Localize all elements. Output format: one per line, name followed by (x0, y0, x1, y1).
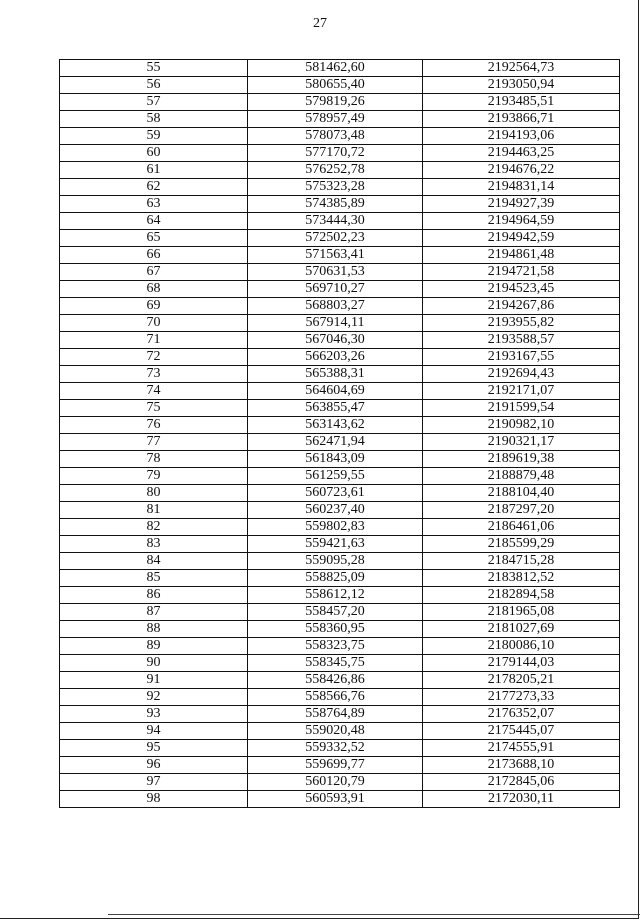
y-coordinate-cell: 2184715,28 (423, 553, 620, 570)
bottom-rule (108, 914, 640, 915)
table-row (60, 604, 620, 621)
x-coordinate-cell: 559095,28 (248, 553, 423, 570)
x-coordinate-cell: 559699,77 (248, 757, 423, 774)
table-row (60, 298, 620, 315)
y-coordinate-cell: 2182894,58 (423, 587, 620, 604)
table-row (60, 791, 620, 808)
point-number-cell: 81 (60, 502, 248, 519)
point-number-cell: 61 (60, 162, 248, 179)
y-coordinate-cell: 2194676,22 (423, 162, 620, 179)
point-number-cell: 82 (60, 519, 248, 536)
y-coordinate-cell: 2188104,40 (423, 485, 620, 502)
table-row (60, 94, 620, 111)
y-coordinate-cell: 2192694,43 (423, 366, 620, 383)
y-coordinate-cell: 2174555,91 (423, 740, 620, 757)
y-coordinate-cell: 2181027,69 (423, 621, 620, 638)
point-number-cell: 59 (60, 128, 248, 145)
point-number-cell: 90 (60, 655, 248, 672)
x-coordinate-cell: 560237,40 (248, 502, 423, 519)
x-coordinate-cell: 575323,28 (248, 179, 423, 196)
point-number-cell: 95 (60, 740, 248, 757)
x-coordinate-cell: 577170,72 (248, 145, 423, 162)
x-coordinate-cell: 559332,52 (248, 740, 423, 757)
x-coordinate-cell: 581462,60 (248, 60, 423, 77)
x-coordinate-cell: 578073,48 (248, 128, 423, 145)
y-coordinate-cell: 2185599,29 (423, 536, 620, 553)
table-row (60, 77, 620, 94)
y-coordinate-cell: 2187297,20 (423, 502, 620, 519)
point-number-cell: 85 (60, 570, 248, 587)
y-coordinate-cell: 2194831,14 (423, 179, 620, 196)
x-coordinate-cell: 570631,53 (248, 264, 423, 281)
y-coordinate-cell: 2194927,39 (423, 196, 620, 213)
point-number-cell: 60 (60, 145, 248, 162)
y-coordinate-cell: 2193485,51 (423, 94, 620, 111)
y-coordinate-cell: 2193955,82 (423, 315, 620, 332)
point-number-cell: 78 (60, 451, 248, 468)
y-coordinate-cell: 2193167,55 (423, 349, 620, 366)
table-row (60, 128, 620, 145)
point-number-cell: 62 (60, 179, 248, 196)
x-coordinate-cell: 563143,62 (248, 417, 423, 434)
x-coordinate-cell: 558764,89 (248, 706, 423, 723)
x-coordinate-cell: 564604,69 (248, 383, 423, 400)
point-number-cell: 94 (60, 723, 248, 740)
y-coordinate-cell: 2178205,21 (423, 672, 620, 689)
y-coordinate-cell: 2176352,07 (423, 706, 620, 723)
y-coordinate-cell: 2194523,45 (423, 281, 620, 298)
table-row (60, 485, 620, 502)
x-coordinate-cell: 558457,20 (248, 604, 423, 621)
table-row (60, 451, 620, 468)
x-coordinate-cell: 558360,95 (248, 621, 423, 638)
x-coordinate-cell: 560593,91 (248, 791, 423, 808)
point-number-cell: 93 (60, 706, 248, 723)
y-coordinate-cell: 2177273,33 (423, 689, 620, 706)
point-number-cell: 89 (60, 638, 248, 655)
y-coordinate-cell: 2188879,48 (423, 468, 620, 485)
x-coordinate-cell: 558825,09 (248, 570, 423, 587)
y-coordinate-cell: 2194861,48 (423, 247, 620, 264)
x-coordinate-cell: 579819,26 (248, 94, 423, 111)
x-coordinate-cell: 561259,55 (248, 468, 423, 485)
table-row (60, 162, 620, 179)
point-number-cell: 84 (60, 553, 248, 570)
point-number-cell: 68 (60, 281, 248, 298)
table-row (60, 111, 620, 128)
point-number-cell: 76 (60, 417, 248, 434)
table-row (60, 434, 620, 451)
point-number-cell: 66 (60, 247, 248, 264)
x-coordinate-cell: 563855,47 (248, 400, 423, 417)
table-row (60, 145, 620, 162)
point-number-cell: 55 (60, 60, 248, 77)
x-coordinate-cell: 558566,76 (248, 689, 423, 706)
y-coordinate-cell: 2175445,07 (423, 723, 620, 740)
coordinates-table-body (60, 60, 620, 808)
table-row (60, 740, 620, 757)
table-row (60, 383, 620, 400)
y-coordinate-cell: 2194721,58 (423, 264, 620, 281)
y-coordinate-cell: 2173688,10 (423, 757, 620, 774)
point-number-cell: 92 (60, 689, 248, 706)
y-coordinate-cell: 2186461,06 (423, 519, 620, 536)
x-coordinate-cell: 567046,30 (248, 332, 423, 349)
x-coordinate-cell: 559802,83 (248, 519, 423, 536)
point-number-cell: 75 (60, 400, 248, 417)
point-number-cell: 87 (60, 604, 248, 621)
point-number-cell: 79 (60, 468, 248, 485)
point-number-cell: 80 (60, 485, 248, 502)
point-number-cell: 70 (60, 315, 248, 332)
point-number-cell: 57 (60, 94, 248, 111)
table-row (60, 179, 620, 196)
table-row (60, 689, 620, 706)
y-coordinate-cell: 2193588,57 (423, 332, 620, 349)
table-row (60, 315, 620, 332)
table-row (60, 706, 620, 723)
point-number-cell: 96 (60, 757, 248, 774)
table-row (60, 570, 620, 587)
table-row (60, 264, 620, 281)
y-coordinate-cell: 2183812,52 (423, 570, 620, 587)
x-coordinate-cell: 568803,27 (248, 298, 423, 315)
table-row (60, 536, 620, 553)
point-number-cell: 74 (60, 383, 248, 400)
y-coordinate-cell: 2192171,07 (423, 383, 620, 400)
point-number-cell: 97 (60, 774, 248, 791)
point-number-cell: 67 (60, 264, 248, 281)
y-coordinate-cell: 2194942,59 (423, 230, 620, 247)
table-row (60, 281, 620, 298)
table-row (60, 60, 620, 77)
y-coordinate-cell: 2189619,38 (423, 451, 620, 468)
y-coordinate-cell: 2181965,08 (423, 604, 620, 621)
table-row (60, 672, 620, 689)
y-coordinate-cell: 2191599,54 (423, 400, 620, 417)
y-coordinate-cell: 2192564,73 (423, 60, 620, 77)
table-row (60, 774, 620, 791)
x-coordinate-cell: 561843,09 (248, 451, 423, 468)
point-number-cell: 86 (60, 587, 248, 604)
x-coordinate-cell: 565388,31 (248, 366, 423, 383)
point-number-cell: 56 (60, 77, 248, 94)
table-row (60, 655, 620, 672)
x-coordinate-cell: 574385,89 (248, 196, 423, 213)
x-coordinate-cell: 558345,75 (248, 655, 423, 672)
point-number-cell: 65 (60, 230, 248, 247)
y-coordinate-cell: 2190321,17 (423, 434, 620, 451)
table-row (60, 502, 620, 519)
table-row (60, 723, 620, 740)
point-number-cell: 64 (60, 213, 248, 230)
y-coordinate-cell: 2172030,11 (423, 791, 620, 808)
x-coordinate-cell: 559421,63 (248, 536, 423, 553)
point-number-cell: 91 (60, 672, 248, 689)
y-coordinate-cell: 2172845,06 (423, 774, 620, 791)
x-coordinate-cell: 569710,27 (248, 281, 423, 298)
y-coordinate-cell: 2194964,59 (423, 213, 620, 230)
y-coordinate-cell: 2180086,10 (423, 638, 620, 655)
y-coordinate-cell: 2193050,94 (423, 77, 620, 94)
x-coordinate-cell: 576252,78 (248, 162, 423, 179)
coordinates-table (59, 59, 620, 808)
y-coordinate-cell: 2194193,06 (423, 128, 620, 145)
x-coordinate-cell: 573444,30 (248, 213, 423, 230)
x-coordinate-cell: 560120,79 (248, 774, 423, 791)
table-row (60, 196, 620, 213)
x-coordinate-cell: 566203,26 (248, 349, 423, 366)
point-number-cell: 72 (60, 349, 248, 366)
y-coordinate-cell: 2190982,10 (423, 417, 620, 434)
x-coordinate-cell: 572502,23 (248, 230, 423, 247)
point-number-cell: 63 (60, 196, 248, 213)
y-coordinate-cell: 2193866,71 (423, 111, 620, 128)
table-row (60, 366, 620, 383)
x-coordinate-cell: 559020,48 (248, 723, 423, 740)
table-row (60, 349, 620, 366)
y-coordinate-cell: 2179144,03 (423, 655, 620, 672)
point-number-cell: 77 (60, 434, 248, 451)
x-coordinate-cell: 558612,12 (248, 587, 423, 604)
x-coordinate-cell: 560723,61 (248, 485, 423, 502)
x-coordinate-cell: 558323,75 (248, 638, 423, 655)
table-row (60, 553, 620, 570)
x-coordinate-cell: 562471,94 (248, 434, 423, 451)
point-number-cell: 71 (60, 332, 248, 349)
table-row (60, 621, 620, 638)
table-row (60, 468, 620, 485)
point-number-cell: 73 (60, 366, 248, 383)
table-row (60, 247, 620, 264)
table-row (60, 400, 620, 417)
x-coordinate-cell: 578957,49 (248, 111, 423, 128)
y-coordinate-cell: 2194463,25 (423, 145, 620, 162)
point-number-cell: 88 (60, 621, 248, 638)
table-row (60, 519, 620, 536)
x-coordinate-cell: 580655,40 (248, 77, 423, 94)
table-row (60, 230, 620, 247)
y-coordinate-cell: 2194267,86 (423, 298, 620, 315)
point-number-cell: 83 (60, 536, 248, 553)
table-row (60, 638, 620, 655)
table-row (60, 587, 620, 604)
x-coordinate-cell: 567914,11 (248, 315, 423, 332)
x-coordinate-cell: 571563,41 (248, 247, 423, 264)
point-number-cell: 58 (60, 111, 248, 128)
table-row (60, 757, 620, 774)
table-row (60, 213, 620, 230)
point-number-cell: 98 (60, 791, 248, 808)
point-number-cell: 69 (60, 298, 248, 315)
table-row (60, 332, 620, 349)
table-row (60, 417, 620, 434)
page-number: 27 (313, 16, 327, 31)
x-coordinate-cell: 558426,86 (248, 672, 423, 689)
